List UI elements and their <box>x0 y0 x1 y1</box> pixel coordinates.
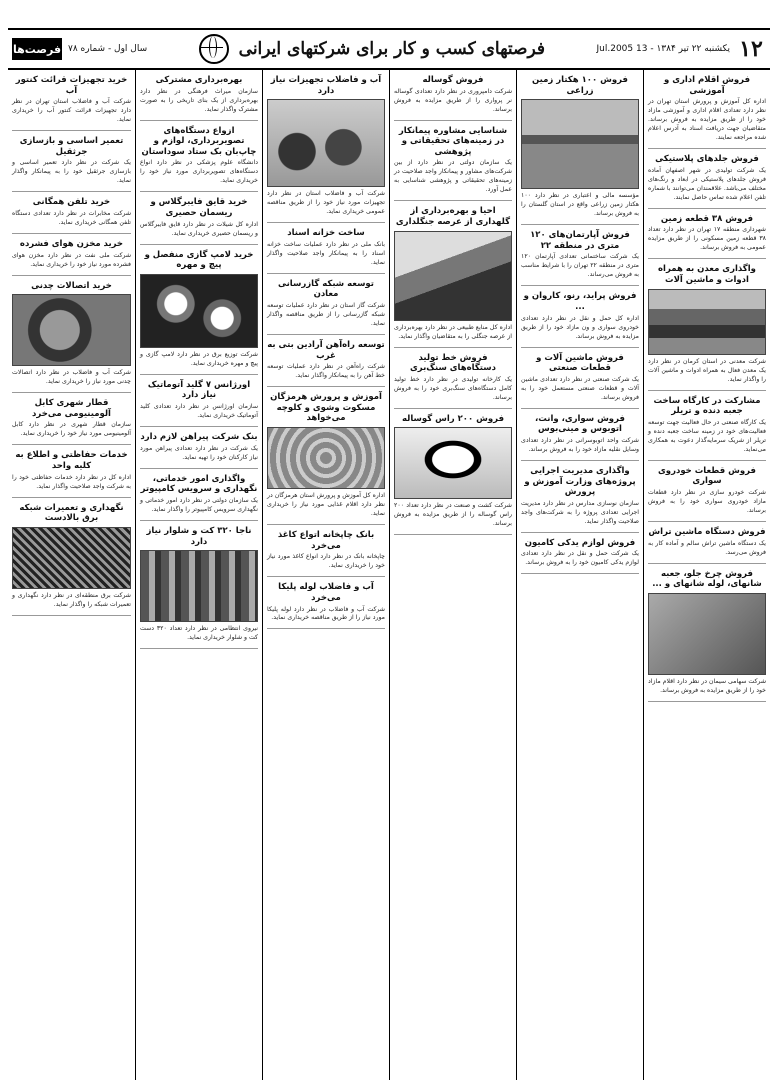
ad-block <box>521 291 639 347</box>
ad-text: یک سازمان دولتی در نظر دارد امور خدماتی و نگهداری سرویس کامپیوتر را واگذار نماید. <box>140 496 258 513</box>
ad-text: یک سازمان دولتی در نظر دارد از بین شرکت‌های مشاور و پیمانکار واجد صلاحیت در زمینه‌های تحقیقاتی و پژوهشی شناسایی به عمل آورد. <box>394 159 512 194</box>
ad-block <box>648 466 766 522</box>
ad-text: شرکت آب و فاضلاب در نظر دارد لوله پلیکا مورد نیاز را از طریق مناقصه خریداری نماید. <box>267 605 385 622</box>
ad-block <box>12 281 131 394</box>
ad-title: فروش ۳۸ قطعه زمین <box>660 213 754 224</box>
ad-block <box>140 250 258 375</box>
column-6 <box>8 70 135 1080</box>
page-title: فرصتهای کسب و کار برای شرکتهای ایرانی <box>238 39 545 59</box>
ad-title: فروش اقلام اداری و آموزشی <box>663 75 751 96</box>
ad-text: چاپخانه بانک در نظر دارد انواع کاغذ مورد نیاز خود را خریداری نماید. <box>267 553 385 570</box>
ad-block <box>648 264 766 390</box>
globe-icon <box>199 34 229 64</box>
issue-number: سال اول - شماره ۷۸ <box>68 44 148 54</box>
ad-block <box>267 75 385 223</box>
lamps-photo <box>140 274 258 348</box>
ad-text: اداره کل آموزش و پرورش استان هرمزگان در نظر دارد اقلام غذایی مورد نیاز را خریداری نماید. <box>267 492 385 518</box>
ad-title: مشارکت در کارگاه ساخت جعبه دنده و تریلر <box>653 395 761 417</box>
ad-block <box>12 136 131 192</box>
pipe-fitting-photo <box>12 294 131 366</box>
ad-title: فروش دستگاه ماشین تراش <box>648 526 766 537</box>
wiring-photo <box>12 527 131 589</box>
ad-block <box>267 392 385 525</box>
ad-block <box>648 75 766 149</box>
ad-block <box>140 432 258 469</box>
ad-block <box>140 526 258 649</box>
suits-photo <box>140 550 258 622</box>
ad-block <box>140 474 258 521</box>
ad-block <box>267 582 385 629</box>
ad-block <box>521 414 639 461</box>
ad-title: فروش خط تولید دستگاه‌های سنگ‌بری <box>410 352 496 374</box>
ad-text: سازمان قطار شهری در نظر دارد کابل آلومینیومی مورد نیاز خود را خریداری نماید. <box>12 421 131 438</box>
ad-block <box>521 353 639 409</box>
ad-text: یک شرکت صنعتی در نظر دارد تعدادی ماشین آلات و قطعات صنعتی مستعمل خود را به فروش برساند. <box>521 375 639 401</box>
ad-text: شرکت معدنی در استان کرمان در نظر دارد یک معدن فعال به همراه ادوات و ماشین آلات را واگذار نماید. <box>648 357 766 383</box>
ad-title: فروش جلدهای پلاستیکی <box>655 154 759 165</box>
ad-text: مؤسسه مالی و اعتباری در نظر دارد ۱۰۰ هکتار زمین زراعی واقع در استان گلستان را به فروش برساند. <box>521 192 639 218</box>
ad-block <box>12 450 131 497</box>
ad-text: دانشگاه علوم پزشکی در نظر دارد انواع دستگاه‌های تصویربرداری مورد نیاز خود را خریداری نماید. <box>140 159 258 185</box>
ad-text: یک شرکت در نظر دارد تعمیر اساسی و بازسازی جرثقیل خود را به پیمانکار واگذار نماید. <box>12 159 131 185</box>
ad-block <box>521 75 639 225</box>
ad-text: شرکت برق منطقه‌ای در نظر دارد نگهداری و تعمیرات شبکه را واگذار نماید. <box>12 591 131 608</box>
ad-block <box>267 228 385 274</box>
ad-title: نگهداری و تعمیرات شبکه برق بالادست <box>19 502 124 524</box>
ad-block <box>394 414 512 536</box>
ad-text: شرکت آب و فاضلاب استان تهران در نظر دارد تجهیزات قرائت کنتور آب را خریداری نماید. <box>12 98 131 124</box>
ad-text: یک شرکت ساختمانی تعدادی آپارتمان ۱۲۰ متری در منطقه ۲۲ تهران را با شرایط مناسب به فروش می‌رساند. <box>521 253 640 279</box>
column-5 <box>135 70 262 1080</box>
ad-title: فروش چرخ جلو، جعبه شانهای، لوله شانهای و ... <box>652 568 762 590</box>
newspaper-logo: فرصت‌ها <box>12 38 62 60</box>
ad-title: فروش گوساله <box>422 75 484 85</box>
forest-photo <box>394 231 512 321</box>
ad-text: شرکت ملی نفت در نظر دارد مخزن هوای فشرده مورد نیاز خود را خریداری نماید. <box>12 251 131 268</box>
ad-title: تعمیر اساسی و بازسازی جرثقیل <box>19 136 124 157</box>
ad-title: توسعه راه‌آهن آرادین بتی به غرب <box>267 339 385 361</box>
ad-block <box>267 340 385 387</box>
column-4 <box>262 70 389 1080</box>
ad-block <box>394 206 512 347</box>
ad-block <box>12 503 131 616</box>
ad-title: فروش سواری، وانت، اتوبوس و مینی‌بوس <box>535 413 625 435</box>
ad-title: قطار شهری کابل آلومینیومی می‌خرد <box>32 398 111 419</box>
ad-text: بانک ملی در نظر دارد عملیات ساخت خزانه اسناد را به پیمانکار واجد صلاحیت واگذار نماید. <box>267 240 385 266</box>
ad-text: اداره کل منابع طبیعی در نظر دارد بهره‌برداری از عرصه جنگلی را به متقاضیان واگذار نماید. <box>394 323 512 340</box>
calf-photo <box>394 427 512 499</box>
ad-title: ازواع دستگاه‌های تصویربرداری، لوازم و چاپ‌بان بک ستاد سوداستان <box>141 125 257 157</box>
column-1 <box>643 70 770 1080</box>
ad-block <box>140 380 258 427</box>
ad-title: خرید اتصالات چدنی <box>31 280 112 291</box>
ad-block <box>648 527 766 564</box>
page-title-block <box>147 34 596 64</box>
ad-title: خرید لامپ گازی منفصل و پیچ و مهره <box>144 249 254 271</box>
ad-title: فروش قطعات خودروی سواری <box>658 465 756 487</box>
ad-title: فروش ۲۰۰ راس گوساله <box>401 413 505 424</box>
ad-text: شرکت گاز استان در نظر دارد عملیات توسعه شبکه گازرسانی را از طریق مناقصه واگذار نماید. <box>267 302 385 327</box>
water-facility-photo <box>267 99 385 187</box>
ad-text: یک شرکت تولیدی در شهر اصفهان آماده فروش جلدهای پلاستیکی در ابعاد و رنگ‌های مختلف می‌باشد. علاقمندان می‌توانند با شماره تلفن اعلام شده تماس حاصل نمایند. <box>648 166 766 201</box>
ad-block <box>267 530 385 577</box>
ad-title: آب و فاضلاب لوله پلیکا می‌خرد <box>278 582 374 603</box>
ad-title: واگذاری معدن به همراه ادوات و ماشین آلات <box>658 264 756 285</box>
columns <box>8 70 770 1080</box>
ad-title: واگذاری مدیریت اجرایی پروژه‌های وزارت آموزش و پرورش <box>524 466 636 498</box>
ad-title: فروش آپارتمان‌های ۱۲۰ متری در منطقه ۲۲ <box>530 230 630 251</box>
ad-block <box>648 569 766 702</box>
ad-title: بانک چاپخانه اتواع کاغذ می‌خرد <box>277 530 375 551</box>
ad-title: فروش لوازم یدکی کامیون <box>524 537 636 548</box>
ad-text: یک شرکت در نظر دارد تعدادی پیراهن مورد نیاز کارکنان خود را تهیه نماید. <box>140 444 258 461</box>
ad-block <box>267 279 385 335</box>
ad-text: شرکت کشت و صنعت در نظر دارد تعداد ۲۰۰ راس گوساله را از طریق مزایده به فروش برساند. <box>394 502 512 528</box>
ad-text: شرکت خودرو سازی در نظر دارد قطعات مازاد خودروی سواری خود را به فروش برساند. <box>648 488 766 514</box>
ad-title: فروش پراید، رنو، کاروان و ... <box>523 291 637 313</box>
ad-title: خرید تجهیزات قرائت کنتور آب <box>15 75 128 96</box>
farmland-photo <box>521 99 639 189</box>
ad-title: توسعه شبکه گازرسانی معادن <box>278 278 374 300</box>
page-header <box>8 28 770 70</box>
column-3 <box>389 70 516 1080</box>
ad-block <box>12 239 131 276</box>
ad-title: بنک شرکت پیراهن لازم دارد <box>140 432 258 443</box>
ad-block <box>521 230 639 286</box>
ad-text: شرکت مخابرات در نظر دارد تعدادی دستگاه تلفن همگانی خریداری نماید. <box>12 210 131 227</box>
ad-block <box>12 398 131 445</box>
ad-title: خرید قایق فایبرگلاس و ریسمان حصیری <box>150 197 248 219</box>
ad-block <box>648 396 766 461</box>
ad-text: یک کارگاه صنعتی در حال فعالیت جهت توسعه فعالیت‌های خود در زمینه ساخت جعبه دنده و تریلر از شریک سرمایه‌گذار دعوت به همکاری می‌نماید. <box>648 418 766 453</box>
ad-title: خرید مخزن هوای فشرده <box>19 239 124 249</box>
ad-text: شرکت آب و فاضلاب استان در نظر دارد تجهیزات مورد نیاز خود را از طریق مناقصه عمومی خریداری نماید. <box>267 190 385 216</box>
ad-text: یک شرکت حمل و نقل در نظر دارد تعدادی لوازم یدکی کامیون خود را به فروش برساند. <box>521 550 639 567</box>
ad-title: فروش ۱۰۰ هکتار زمین زراعی <box>532 75 628 96</box>
ad-title: شناسایی مشاوره پیمانکار در زمینه‌های تحقیقاتی و پژوهشی <box>398 125 508 157</box>
ad-block <box>394 75 512 121</box>
ad-block <box>648 214 766 260</box>
column-2 <box>516 70 643 1080</box>
ad-block <box>648 154 766 209</box>
ad-title: ساخت خزانه اسناد <box>287 228 365 239</box>
ad-block <box>521 538 639 575</box>
ad-text: اداره کل شیلات در نظر دارد قایق فایبرگلاس و ریسمان حصیری خریداری نماید. <box>140 220 258 237</box>
issue-date: یکشنبه ۲۲ تیر ۱۳۸۴ - 13 Jul.2005 <box>596 44 730 54</box>
ad-title: احیا و بهره‌برداری از گلهداری از عرصه جنگلداری <box>395 206 511 228</box>
ad-text: سازمان میراث فرهنگی در نظر دارد بهره‌برداری از یک بنای تاریخی را به صورت مشترک واگذار نماید. <box>140 87 258 113</box>
ad-title: ناجا ۳۲۰ کت و شلوار نیاز دارد <box>146 525 252 547</box>
ad-text: شرکت توزیع برق در نظر دارد لامپ گازی و پیچ و مهره خریداری نماید. <box>140 350 258 367</box>
food-photo <box>267 427 385 489</box>
factory-photo <box>648 289 766 355</box>
ad-title: آب و فاضلاب تجهیزات نیاز دارد <box>270 75 382 96</box>
ad-text: یک کارخانه تولیدی در نظر دارد خط تولید کامل دستگاه‌های سنگ‌بری خود را به فروش برساند. <box>394 375 512 401</box>
ad-block <box>12 75 131 131</box>
ad-text: شرکت راه‌آهن در نظر دارد عملیات توسعه خط آهن را به پیمانکار واگذار نماید. <box>267 363 385 380</box>
ad-block <box>394 353 512 409</box>
ad-text: شرکت آب و فاضلاب در نظر دارد اتصالات چدنی مورد نیاز را خریداری نماید. <box>12 369 131 386</box>
ad-block <box>140 75 258 121</box>
ad-text: اداره کل آموزش و پرورش استان تهران در نظر دارد تعدادی اقلام اداری و آموزشی مازاد خود را از طریق مزایده به فروش برساند. متقاضیان جهت دریافت اسناد به آدرس اعلام شده مراجعه نمایند. <box>648 98 766 142</box>
ad-title: خدمات حفاظتی و اطلاع به کلیه واحد <box>15 450 128 472</box>
ad-block <box>394 126 512 202</box>
ad-title: خرید تلفن همگانی <box>32 197 111 208</box>
ad-title: اورژانس ۷ گلید آتوماتیک نیاز دارد <box>147 379 251 401</box>
ad-block <box>521 466 639 533</box>
ad-text: اداره کل در نظر دارد خدمات حفاظتی خود را به شرکت واجد صلاحیت واگذار نماید. <box>12 473 131 490</box>
ad-title: آموزش و پرورش هرمزگان مسکوت وشوی و کلوچه می‌خواهد <box>270 392 382 424</box>
ad-text: شرکت دامپروری در نظر دارد تعدادی گوساله نر پرواری را از طریق مزایده به فروش برساند. <box>394 87 512 113</box>
ad-text: شرکت واحد اتوبوسرانی در نظر دارد تعدادی وسایل نقلیه مازاد خود را به فروش برساند. <box>521 437 639 454</box>
ad-text: شرکت سهامی سیمان در نظر دارد اقلام مازاد خود را از طریق مزایده به فروش برساند. <box>648 677 766 694</box>
ad-title: فروش ماشین آلات و قطعات صنعتی <box>536 352 624 374</box>
ad-text: اداره کل حمل و نقل در نظر دارد تعدادی خودروی سواری و ون مازاد خود را از طریق مزایده به فروش برساند. <box>521 314 639 340</box>
ad-text: شهرداری منطقه ۱۷ تهران در نظر دارد تعداد ۳۸ قطعه زمین مسکونی را از طریق مزایده عمومی به فروش برساند. <box>648 226 766 252</box>
industrial-photo <box>648 593 766 675</box>
ad-title: بهره‌برداری مشترکی <box>155 75 243 85</box>
ad-block <box>12 197 131 234</box>
ad-block <box>140 197 258 244</box>
ad-text: نیروی انتظامی در نظر دارد تعداد ۳۲۰ دست کت و شلوار خریداری نماید. <box>140 625 259 642</box>
ad-title: واگذاری امور خدماتی، نگهداری و سرویس کامپیوتر <box>140 473 258 495</box>
ad-text: سازمان اورژانس در نظر دارد تعدادی کلید آتوماتیک خریداری نماید. <box>140 403 258 420</box>
ad-block <box>140 126 258 193</box>
ad-text: یک دستگاه ماشین تراش سالم و آماده کار به فروش می‌رسد. <box>648 539 766 556</box>
ad-text: سازمان نوسازی مدارس در نظر دارد مدیریت اجرایی تعدادی پروژه را به شرکت‌های واجد صلاحیت واگذار نماید. <box>521 499 639 525</box>
page-number: ۱۲ <box>739 36 763 62</box>
